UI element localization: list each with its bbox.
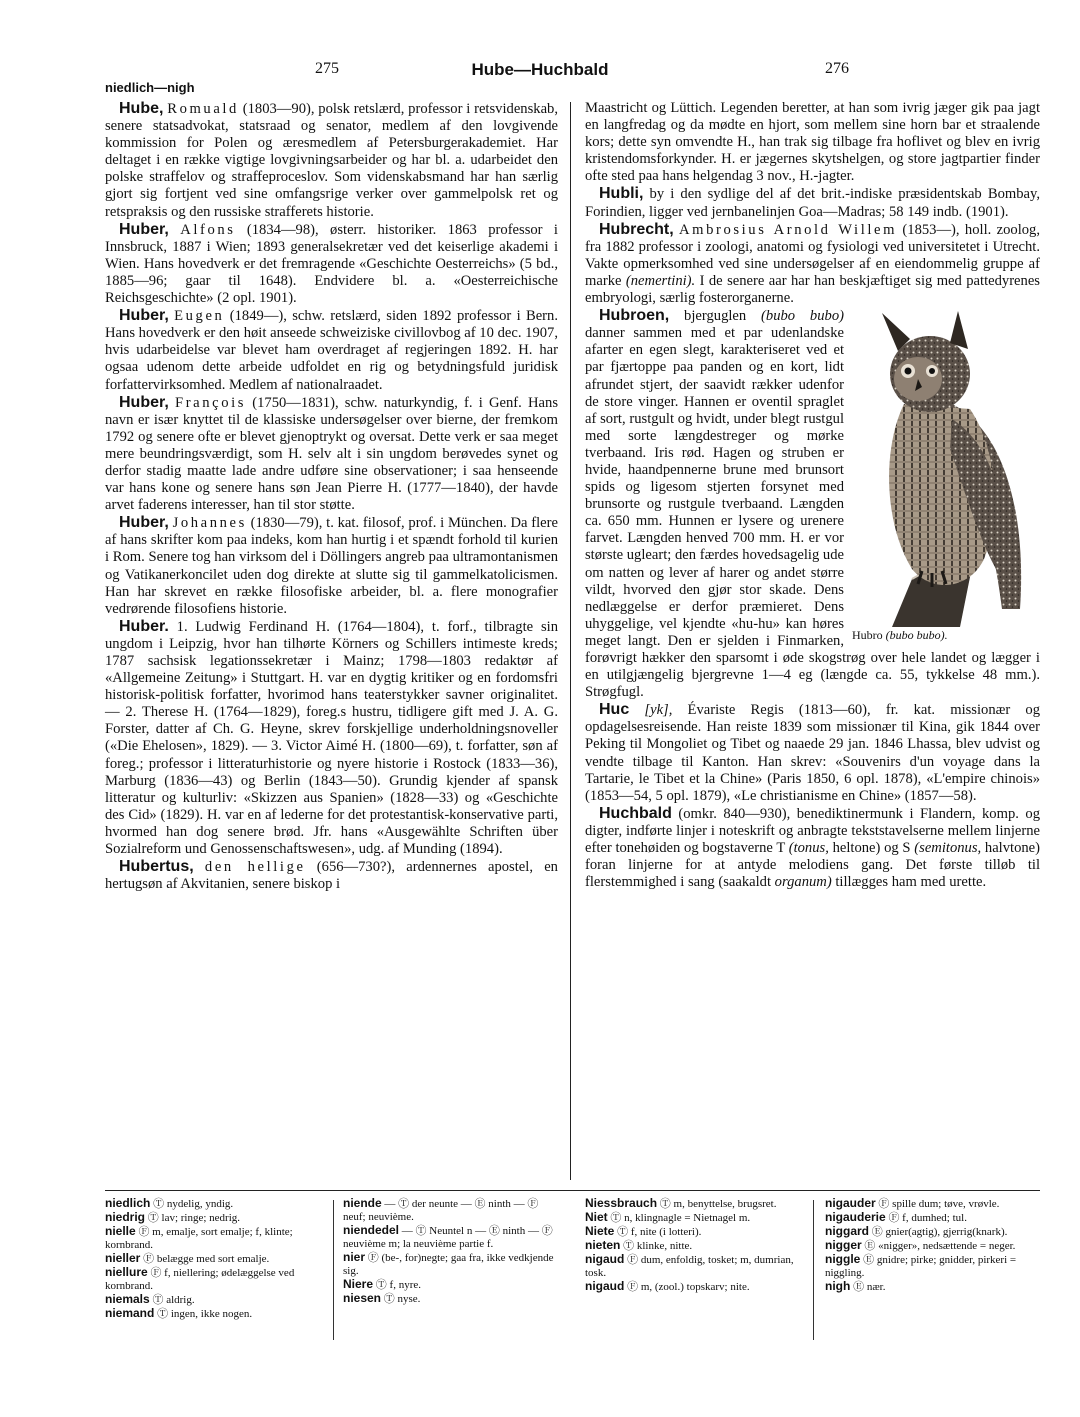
glossary-word: nigauderie	[825, 1210, 886, 1224]
entry-huber-francois	[105, 394, 558, 515]
headword: Hubroen,	[599, 307, 670, 325]
glossary-def: Ⓕ (be-, for)negte; gaa fra, ikke vedkjende sig.	[343, 1252, 554, 1277]
entry-text: (omkr. 840—930), benediktinermunk i Flandern, komp. og digter, indførte linjer i noteskrift og anbragte tekststavelserne mellem linjerne efter tonehøiden og bogstaverne T	[585, 805, 1040, 857]
glossary-column-1	[105, 1197, 320, 1321]
given-name: Ambrosius Arnold Willem	[679, 221, 898, 238]
headword: Huchbald	[599, 804, 672, 822]
headword: Huber,	[119, 220, 169, 238]
glossary-word: nigauder	[825, 1196, 876, 1210]
glossary-item	[105, 1225, 320, 1252]
entry-italic: (tonus,	[788, 840, 829, 857]
glossary-word: Niere	[343, 1277, 374, 1291]
entry-hubrecht	[585, 221, 1040, 307]
glossary-def: Ⓣ klinke, nitte.	[620, 1240, 693, 1252]
owl-caption	[852, 628, 948, 642]
glossary-column-3	[585, 1197, 800, 1294]
entry-text: danner sammen med et par udenlandske afarter en egen slegt, karakteriseret ved et par fjærtoppe paa panden og en kort, lidt afrundet stjert, der saavidt rækker udenfor de store vinger. Hannen er oventil spraglet af sort, rustgult og hvidt, under blegt rustgul med sorte længdestreger og mørke tverbaand. Iris rød. Hagen og struben er hvide, haandpennerne brune med brunsort spids og ligesom stjerten forsynet med brunsorte og rustgule tverbaand. Længden ca. 650 mm. Hunnen er lysere og urenere farvet. Længden henved 700 mm. H. er vor største ugleart; den færdes hovedsagelig ude om natten og lever af harer og andet større vildt, hvorved den gjør stor skade. Dens nedlæggelse er derfor præmieret. Dens uhyggelige, vel kjendte «hu-hu» kan høres meget langt. Den er sjelden i Finmarken, forøvrigt hækker den sparsomt i øde skogstrøg over hele landet og lægger i en utilgjængelig bjergrevne 1—4 eg (længde ca. 55, tykkelse 48 mm.). Strøgfugl.	[585, 325, 1040, 701]
glossary-word: niemals	[105, 1292, 150, 1306]
glossary-def: Ⓣ n, klingnagle = Nietnagel m.	[607, 1212, 751, 1224]
entry-hubli	[585, 185, 1040, 220]
headword: Huber,	[119, 307, 169, 325]
glossary-word: niemand	[105, 1306, 155, 1320]
entry-text: by i den sydlige del af det brit.-indiske præsidentskab Bombay, Forindien, ligger ved jernbanelinjen Goa—Madras; 58 149 indb. (1901).	[585, 186, 1040, 220]
entry-huc	[585, 701, 1040, 805]
entry-huber-eugen	[105, 307, 558, 393]
glossary-item	[825, 1253, 1040, 1280]
entry-text: (1830—79), t. kat. filosof, prof. i München. Da flere af hans skrifter kom paa indeks, kom han hurtig i et spændt forhold til kurien i Rom. Senere tog han virksom del i Döllingers angreb paa ultramontanismen og Vatikanerkoncilet uden dog direkte at slutte sig til gammelkatolicismen. Han har skrevet en række filosofiske arbeider, bl. a. flere monografier vedrørende filosofiens historie.	[105, 515, 558, 617]
glossary-def: Ⓣ ingen, ikke nogen.	[154, 1308, 253, 1320]
entry-huchbald	[585, 805, 1040, 891]
entry-italic: organum)	[774, 874, 832, 891]
glossary-column-4	[825, 1197, 1040, 1294]
entry-text: (1849—), schw. retslærd, siden 1892 professor i Bern. Hans hovedverk er den høit anseede schweiziske civillovbog af 10 dec. 1907, hvis udarbeidelse var blevet ham overdraget af regjeringen 1892. H. har ogsaa udenom dette arbeide udfoldet en rig og betydningsfuld juridisk forfattervirksomhed. Medlem af nationalraadet.	[105, 308, 558, 393]
entry-text: (1750—1831), schw. naturkyndig, f. i Genf. Hans navn er især knyttet til de klassiske undersøgelser over bierne, der fremkom 1792 og senere ofte er blevet gjenoptrykt og oversat. Dette verk er saa meget mere beundringsværdigt, som H. selv alt i sin ungdom berøvedes synet og derfor stadig maatte lade andre udføre sine observationer; i saa henseende var hans kone og senere hans søn Jean Pierre H. (1777—1840), der havde arvet faderens interesser, han til stor støtte.	[105, 394, 558, 514]
glossary-def: Ⓕ m, emalje, sort emalje; f, klinte; kornbrand.	[105, 1226, 293, 1251]
glossary-item	[105, 1293, 320, 1307]
glossary-def: Ⓕ belægge med sort emalje.	[140, 1253, 270, 1265]
entry-hube	[105, 100, 558, 221]
glossary-word: Niet	[585, 1210, 608, 1224]
glossary-word: Niessbrauch	[585, 1196, 658, 1210]
entry-hubroen	[585, 307, 1040, 701]
right-column	[585, 100, 1040, 891]
given-name: Eugen	[174, 308, 225, 325]
glossary-item	[585, 1239, 800, 1253]
glossary-item	[825, 1197, 1040, 1211]
glossary-item	[825, 1239, 1040, 1253]
glossary-item	[585, 1211, 800, 1225]
headword: Hubli,	[599, 185, 644, 203]
entry-text: (1803—90), polsk retslærd, professor i retsvidenskab, senere statsadvokat, statsraad og senator, medlem af den lovgivende kommission for Polen og æresmedlem af Petersburgerakademiet. Har deltaget i en række vigtige lovgivningsarbeider og har bl. a. udarbeidet den polske straffelov og straffeproceslov. Som videnskabsmand har han særlig gjort sig fortjent ved sine omfangsrige verker over gammelpolsk ret og retspraksis og den russiske strafferets historie.	[105, 101, 558, 220]
headword: Hubrecht,	[599, 220, 674, 238]
glossary-def: Ⓕ f, dumhed; tul.	[885, 1212, 967, 1224]
glossary-def: Ⓔ «nigger», nedsættende = neger.	[861, 1240, 1016, 1252]
headword: Huc	[599, 701, 630, 719]
glossary-word: niende	[343, 1196, 382, 1210]
glossary-def: Ⓣ aldrig.	[149, 1294, 195, 1306]
entry-italic: (semitonus,	[914, 840, 982, 857]
glossary-def: Ⓔ gnier(agtig), gjerrig(knark).	[869, 1226, 1008, 1238]
entry-text: Évariste Regis (1813—60), fr. kat. missionær og opdagelsesreisende. Han reiste 1839 som missionær til Kina, gik 1844 over Peking til Mongoliet og Tibet og naaede 29 jan. 1846 Lhassa, blev udvist og vendte tilbage til Kanton. Han skrev: «Souvenirs d'un voyage dans la Tartarie, le Tibet et la Chine» (Paris 1850, 6 opl. 1878), «L'empire chinois» (1853—54, 5 opl. 1879), «Le christianisme en Chine» (1857—58).	[585, 702, 1040, 804]
glossary-item	[105, 1266, 320, 1293]
entry-huber-family	[105, 618, 558, 858]
headword: Huber,	[119, 393, 169, 411]
entry-text: I de senere aar har han beskjæftiget sig med pattedyrenes embryologi, særlig fosterorganerne.	[585, 272, 1040, 307]
given-name: Romuald	[167, 101, 239, 117]
glossary-item	[585, 1280, 800, 1294]
glossary-word: niedrig	[105, 1210, 146, 1224]
glossary-item	[825, 1280, 1040, 1294]
glossary-def: — Ⓣ der neunte — Ⓔ ninth — Ⓕ neuf; neuvième.	[343, 1198, 539, 1223]
entry-text: tillægges ham med urette.	[831, 874, 987, 891]
running-head: Hube—Huchbald	[471, 60, 609, 79]
right-page-number: 276	[825, 60, 849, 77]
glossary-def: Ⓔ nær.	[850, 1281, 886, 1293]
entry-text: (656—730?), ardennernes apostel, en hertugsøn af Akvitanien, senere biskop i	[105, 859, 558, 893]
glossary-item	[343, 1197, 558, 1224]
glossary-word: nigaud	[585, 1279, 625, 1293]
glossary-word: nier	[343, 1250, 366, 1264]
glossary-def: Ⓣ f, nyre.	[373, 1279, 421, 1291]
glossary-item	[825, 1225, 1040, 1239]
glossary-divider	[333, 1200, 334, 1340]
glossary-word: nieller	[105, 1251, 141, 1265]
glossary-def: Ⓣ nydelig, yndig.	[150, 1198, 234, 1210]
entry-huber-alfons	[105, 221, 558, 307]
glossary-word: Niete	[585, 1224, 615, 1238]
given-name: François	[175, 394, 247, 411]
glossary-def: Ⓕ m, (zool.) topskarv; nite.	[624, 1281, 750, 1293]
glossary-word: nigger	[825, 1238, 862, 1252]
entry-italic: (bubo bubo)	[761, 308, 844, 325]
owl-caption-latin: (bubo bubo).	[885, 628, 948, 643]
entry-text: (1834—98), østerr. historiker. 1863 professor i Innsbruck, 1887 i Wien; 1893 generalsekretær ved det keiserlige akademi i Wien. Hans hovedverk er det fremragende «Geschichte Oesterreichs» (5 bd., 1885—96; gaar til 1648). Endvidere bl. a. «Oesterreichische Reichsgeschichte» (2 opl. 1901).	[105, 221, 558, 307]
headword: Huber.	[119, 617, 169, 635]
entry-text: (1853—), holl. zoolog, fra 1882 professor i zoologi, anatomi og fysiologi ved universitetet i Utrecht. Vakte opmerksomhed ved sine undersøgelser af en eiendommelig gruppe af marke	[585, 221, 1040, 289]
glossary-def: Ⓕ dum, enfoldig, tosket; m, dumrian, tosk.	[585, 1254, 794, 1279]
glossary-word: niggle	[825, 1252, 861, 1266]
entry-hubertus-continued: Maastricht og Lüttich. Legenden beretter, at han som ivrig jæger gik paa jagt en langfredag og da mødte en hjort, som mellem sine horn bar et straalende kors; dette syn omvendte H., han trak sig tilbage fra hoflivet og blev en ivrig kristendomsforkynder. H. er jægernes skytshelgen, og store jagtpartier finder ofte sted paa hans helgendag 3 nov., H.-jagter.	[585, 100, 1040, 185]
glossary-item	[343, 1278, 558, 1292]
glossary-item	[585, 1225, 800, 1239]
glossary-def: Ⓔ gnidre; pirke; gnidder, pirkeri = niggling.	[825, 1254, 1017, 1279]
guide-words: niedlich—nigh	[105, 80, 195, 95]
glossary-word: nielle	[105, 1224, 136, 1238]
glossary-rule	[105, 1190, 1040, 1191]
given-name: Johannes	[172, 515, 247, 532]
glossary-def: — Ⓣ Neuntel n — Ⓔ ninth — Ⓕ neuvième m; la neuvième partie f.	[343, 1225, 553, 1250]
headword: Hube,	[119, 100, 164, 117]
glossary-word: niellure	[105, 1265, 148, 1279]
glossary-word: niendedel	[343, 1223, 400, 1237]
glossary-word: nigaud	[585, 1252, 625, 1266]
owl-illustration-icon	[852, 309, 1032, 627]
entry-text: 1. Ludwig Ferdinand H. (1764—1804), t. forf., tilbragte sin ungdom i Leipzig, hvor han tilhørte Körners og Schillers intimeste kreds; 1787 sachsisk legationssekretær i Mainz; 1798—1803 redaktør af «Allgemeine Zeitung» i Stuttgart. H. var en dygtig kritiker og en fordomsfri historisk-politisk forfatter, hvorimod hans teaterstykker savner originalitet. — 2. Therese H. (1764—1829), foreg.s hustru, tidligere gift med J. A. G. Forster, datter af Ch. G. Heyne, skrev forskjellige underholdningsnoveller («Die Ehelosen», 1829). — 3. Victor Aimé H. (1800—69), t. forfatter, søn af foreg.; professor i litteraturhistorie og nyere historie i Rostock (1833—36), Marburg (1836—43) og Berlin (1843—50). Grundig kjender af spansk litteratur og kulturliv: «Skizzen aus Spanien» (1828—33) og «Geschichte des Cid» (1829). H. var en af lederne for det protestantisk-konservative parti, hvormed han dog senere brød. Jfr. hans «Ausgewählte Schriften über Sozialreform und Genossenschaftswesen», udg. af Munding (1894).	[105, 618, 558, 858]
glossary-divider	[813, 1200, 814, 1340]
entry-italic: (nemertini).	[625, 272, 696, 289]
glossary-word: niedlich	[105, 1196, 151, 1210]
owl-caption-name: Hubro	[852, 628, 883, 643]
entry-text: bjerguglen	[669, 308, 762, 325]
glossary-item	[585, 1253, 800, 1280]
glossary-word: niggard	[825, 1224, 869, 1238]
glossary-def: Ⓣ m, benyttelse, brugsret.	[657, 1198, 777, 1210]
glossary-column-2	[343, 1197, 558, 1306]
glossary-item	[105, 1211, 320, 1225]
glossary-def: Ⓕ spille dum; tøve, vrøvle.	[875, 1198, 1000, 1210]
glossary-item	[343, 1251, 558, 1278]
glossary-def: Ⓣ lav; ringe; nedrig.	[145, 1212, 241, 1224]
headword: Huber,	[119, 514, 169, 532]
column-divider	[570, 102, 571, 1180]
glossary-def: Ⓕ f, niellering; ødelæggelse ved kornbrand.	[105, 1267, 295, 1292]
pronunciation: [yk],	[644, 702, 673, 719]
glossary-word: nigh	[825, 1279, 851, 1293]
glossary-item	[105, 1252, 320, 1266]
given-name: Alfons	[180, 221, 236, 238]
entry-text: heltone) og S	[828, 840, 915, 857]
glossary-def: Ⓣ f, nite (i lotteri).	[614, 1226, 702, 1238]
headword: Hubertus,	[119, 858, 194, 876]
owl-figure	[852, 309, 1040, 644]
glossary-item	[825, 1211, 1040, 1225]
glossary-item	[585, 1197, 800, 1211]
left-column	[105, 100, 558, 893]
entry-huber-johannes	[105, 514, 558, 618]
glossary-def: Ⓣ nyse.	[381, 1293, 421, 1305]
glossary-item	[105, 1307, 320, 1321]
glossary-item	[105, 1197, 320, 1211]
left-page-number: 275	[315, 60, 339, 77]
given-name: den hellige	[204, 859, 306, 876]
glossary-item	[343, 1292, 558, 1306]
glossary-word: nieten	[585, 1238, 621, 1252]
entry-text: halvtone) foran linjerne for at antyde melodiens gang. Det første tilløb til flerstemmighed i sang (saakaldt	[585, 840, 1041, 891]
glossary-item	[343, 1224, 558, 1251]
glossary-word: niesen	[343, 1291, 382, 1305]
entry-hubertus	[105, 858, 558, 893]
